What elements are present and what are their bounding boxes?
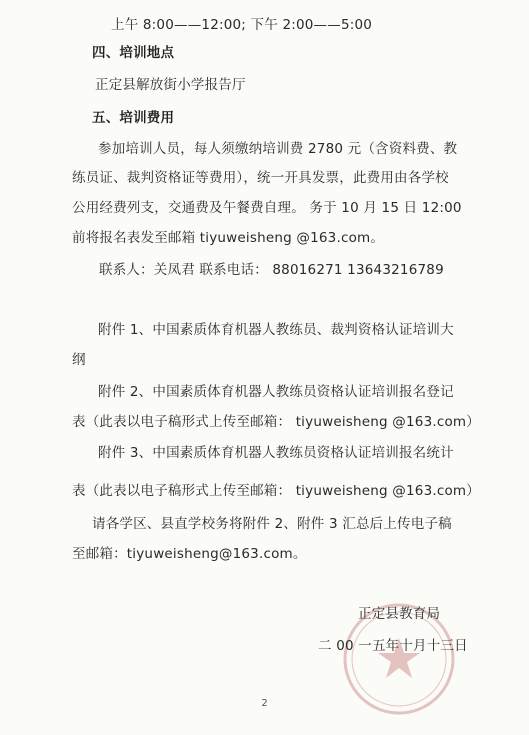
attachment-1-line-2: 纲 xyxy=(72,352,86,368)
issue-date: 二 00 一五年十月十三日 xyxy=(318,638,468,654)
fee-paragraph-line-2: 练员证、裁判资格证等费用），统一开具发票，此费用由各学校 xyxy=(72,170,449,186)
section-heading-fee: 五、培训费用 xyxy=(92,110,175,126)
training-location-text: 正定县解放街小学报告厅 xyxy=(95,77,246,93)
section-heading-location: 四、培训地点 xyxy=(92,45,175,61)
attachment-3-line-1: 附件 3、中国素质体育机器人教练员资格认证培训报名统计 xyxy=(98,445,454,461)
instruction-line-1: 请各学区、县直学校务将附件 2、附件 3 汇总后上传电子稿 xyxy=(92,516,452,532)
attachment-3-line-2: 表（此表以电子稿形式上传至邮箱： tiyuweisheng @163.com） xyxy=(72,483,480,499)
attachment-2-line-2: 表（此表以电子稿形式上传至邮箱： tiyuweisheng @163.com） xyxy=(72,414,480,430)
fee-paragraph-line-3: 公用经费列支，交通费及午餐费自理。 务于 10 月 15 日 12:00 xyxy=(72,200,462,216)
attachment-2-line-1: 附件 2、中国素质体育机器人教练员资格认证培训报名登记 xyxy=(98,384,454,400)
fee-paragraph-line-4: 前将报名表发至邮箱 tiyuweisheng @163.com。 xyxy=(72,230,385,246)
training-time-line: 上午 8:00——12:00; 下午 2:00——5:00 xyxy=(111,17,373,33)
instruction-line-2: 至邮箱：tiyuweisheng@163.com。 xyxy=(72,546,307,562)
fee-paragraph-line-1: 参加培训人员，每人须缴纳培训费 2780 元（含资料费、教 xyxy=(98,141,458,157)
attachment-1-line-1: 附件 1、中国素质体育机器人教练员、裁判资格认证培训大 xyxy=(98,322,454,338)
contact-line: 联系人：关凤君 联系电话： 88016271 13643216789 xyxy=(99,262,444,278)
issuer-name: 正定县教育局 xyxy=(358,606,441,622)
page-number: 2 xyxy=(261,698,268,709)
